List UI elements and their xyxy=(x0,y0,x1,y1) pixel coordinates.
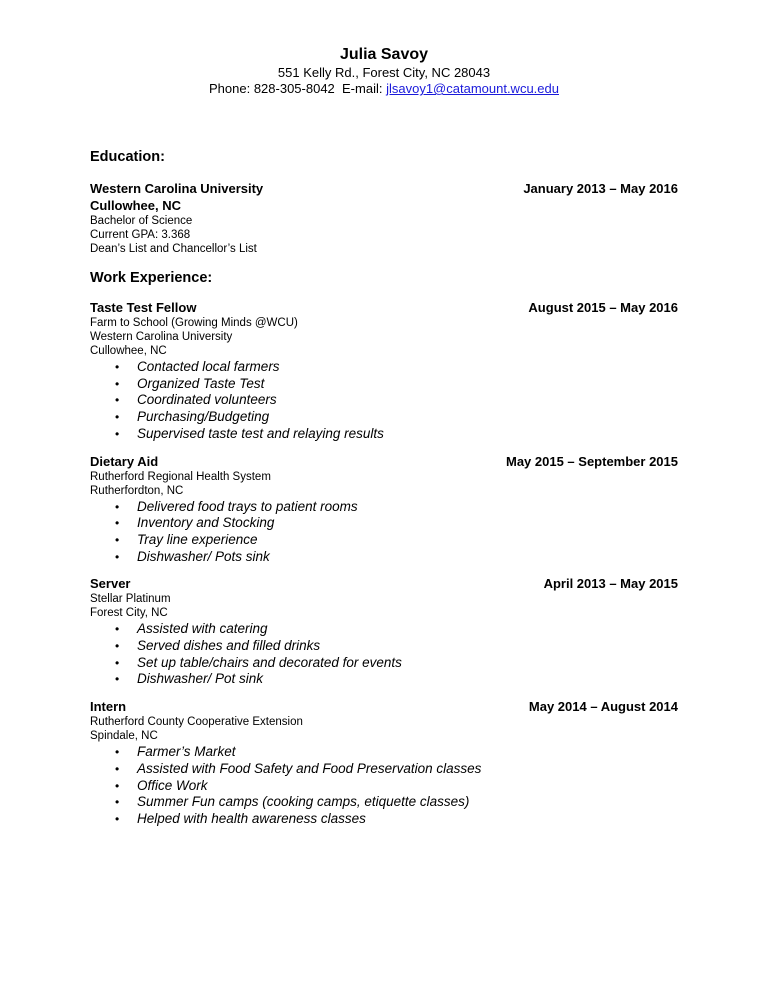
work-experience-heading: Work Experience: xyxy=(90,270,213,286)
job-duties xyxy=(90,621,678,688)
duty-item: • Summer Fun camps (cooking camps, etiquette classes) xyxy=(90,794,678,811)
job-header xyxy=(90,299,678,316)
school-location: Cullowhee, NC xyxy=(90,198,182,213)
job-location: Rutherfordton, NC xyxy=(90,484,184,497)
resume-body xyxy=(90,148,678,838)
duty-item: • Farmer’s Market xyxy=(90,744,678,761)
duty-item: • Inventory and Stocking xyxy=(90,515,678,532)
job-duties xyxy=(90,359,678,443)
education-detail: Current GPA: 3.368 xyxy=(90,229,191,241)
education-detail: Bachelor of Science xyxy=(90,215,193,227)
job-entry xyxy=(90,698,678,828)
resume-header xyxy=(0,46,768,97)
phone-label: Phone: 828-305-8042 E-mail: xyxy=(209,81,387,96)
job-dates: April 2013 – May 2015 xyxy=(543,576,678,592)
job-header xyxy=(90,453,678,470)
job-location: Spindale, NC xyxy=(90,730,158,743)
duty-item: • Dishwasher/ Pots sink xyxy=(90,549,678,566)
job-dates: May 2015 – September 2015 xyxy=(506,453,678,469)
job-entry xyxy=(90,453,678,566)
job-title: Taste Test Fellow xyxy=(90,300,197,315)
duty-item: • Supervised taste test and relaying results xyxy=(90,426,678,443)
job-dates: August 2015 – May 2016 xyxy=(528,300,678,315)
job-duties xyxy=(90,744,678,828)
school-name: Western Carolina University xyxy=(90,181,264,196)
applicant-name: Julia Savoy xyxy=(339,46,429,63)
job-organization: Rutherford Regional Health System xyxy=(90,470,271,483)
duty-item: • Coordinated volunteers xyxy=(90,392,678,409)
duty-item: • Set up table/chairs and decorated for events xyxy=(90,655,678,672)
job-title: Dietary Aid xyxy=(90,453,159,469)
education-heading: Education: xyxy=(90,149,165,165)
duty-item: • Helped with health awareness classes xyxy=(90,811,678,828)
duty-item: • Assisted with catering xyxy=(90,621,678,638)
job-entry xyxy=(90,575,678,688)
job-title: Server xyxy=(90,576,131,592)
job-dates: May 2014 – August 2014 xyxy=(528,699,678,715)
applicant-address: 551 Kelly Rd., Forest City, NC 28043 xyxy=(277,65,491,80)
job-organization: Farm to School (Growing Minds @WCU) xyxy=(90,317,298,329)
duty-item: • Assisted with Food Safety and Food Preservation classes xyxy=(90,761,678,778)
duty-item: • Delivered food trays to patient rooms xyxy=(90,499,678,516)
education-detail: Dean’s List and Chancellor’s List xyxy=(90,243,257,255)
duty-item: • Office Work xyxy=(90,778,678,795)
job-organization: Western Carolina University xyxy=(90,331,233,343)
duty-item: • Purchasing/Budgeting xyxy=(90,409,678,426)
duty-item: • Tray line experience xyxy=(90,532,678,549)
job-location: Cullowhee, NC xyxy=(90,345,167,357)
duty-item: • Served dishes and filled drinks xyxy=(90,638,678,655)
education-dates: January 2013 – May 2016 xyxy=(523,181,678,196)
job-organization: Rutherford County Cooperative Extension xyxy=(90,716,303,729)
contact-line xyxy=(0,81,768,97)
duty-item: • Dishwasher/ Pot sink xyxy=(90,671,678,688)
job-duties xyxy=(90,499,678,566)
duty-item: • Organized Taste Test xyxy=(90,376,678,393)
job-location: Forest City, NC xyxy=(90,607,168,620)
job-title: Intern xyxy=(90,699,127,715)
job-organization: Stellar Platinum xyxy=(90,593,171,606)
education-row xyxy=(90,180,678,197)
job-entry xyxy=(90,299,678,443)
job-header xyxy=(90,575,678,592)
job-header xyxy=(90,698,678,715)
duty-item: • Contacted local farmers xyxy=(90,359,678,376)
email-link[interactable]: jlsavoy1@catamount.wcu.edu xyxy=(386,81,559,96)
